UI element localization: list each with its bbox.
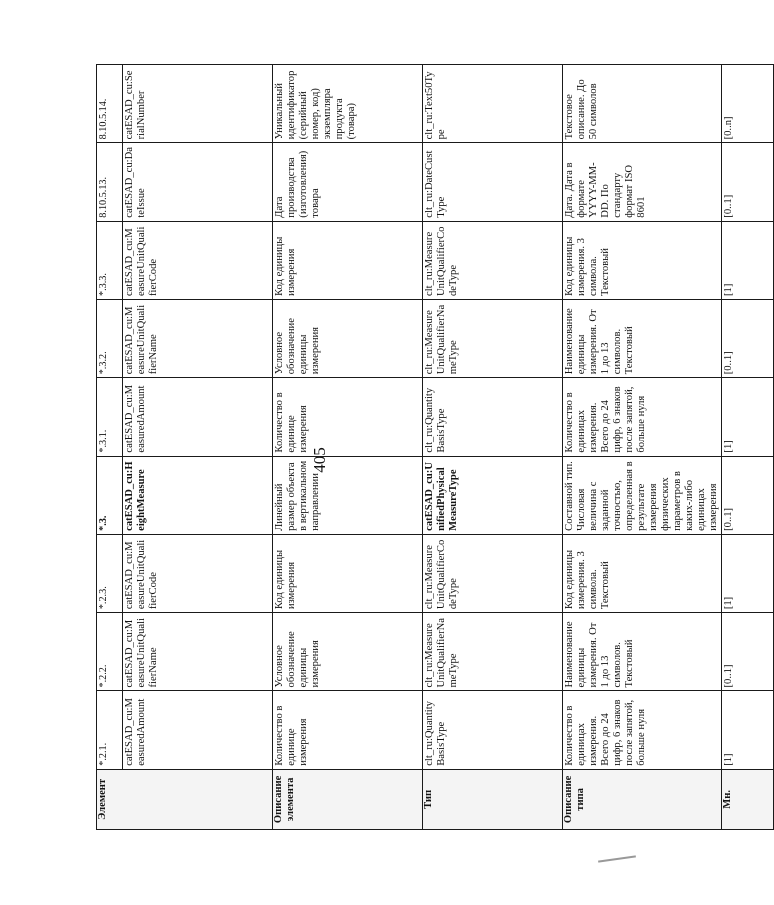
cell-mn: [0..1] xyxy=(722,613,774,691)
cell-num: 8.10.5.14. xyxy=(97,65,123,143)
cell-name: catESAD_cu:HeightMeasure xyxy=(123,456,273,534)
cell-desc: Код единицы измерения xyxy=(273,221,423,299)
cell-type-desc: Код единицы измерения. 3 символа. Текстовый xyxy=(563,534,722,612)
table-field-row xyxy=(97,65,123,830)
cell-type-desc: Текстовое описание. До 50 символов xyxy=(563,65,722,143)
table-field-row xyxy=(273,65,423,830)
cell-desc: Условное обозначение единицы измерения xyxy=(273,613,423,691)
cell-num: *.2.2. xyxy=(97,613,123,691)
cell-type-desc: Составной тип. Числовая величина с заданной точностью, определенная в результате измерения физических параметров в каких-либо единицах измерения xyxy=(563,456,722,534)
cell-num: *.3.1. xyxy=(97,378,123,456)
cell-type: catESAD_cu:UnifiedPhysicalMeasureType xyxy=(423,456,563,534)
cell-mn: [0..1] xyxy=(722,456,774,534)
table-field-row xyxy=(123,65,273,830)
cell-name: catESAD_cu:MeasureUnitQualifierName xyxy=(123,613,273,691)
cell-desc: Линейный размер объекта в вертикальном направлении xyxy=(273,456,423,534)
cell-name: catESAD_cu:MeasuredAmount xyxy=(123,378,273,456)
cell-name: catESAD_cu:MeasureUnitQualifierCode xyxy=(123,534,273,612)
cell-type: clt_ru:QuantityBasisType xyxy=(423,691,563,769)
cell-desc: Условное обозначение единицы измерения xyxy=(273,299,423,377)
cell-type-desc: Код единицы измерения. 3 символа. Текстовый xyxy=(563,221,722,299)
cell-num: 8.10.5.13. xyxy=(97,143,123,221)
cell-type-desc: Наименование единицы измерения. От 1 до 13 символов. Текстовый xyxy=(563,613,722,691)
cell-mn: [1] xyxy=(722,691,774,769)
cell-num: *.3.3. xyxy=(97,221,123,299)
cell-type: clt_ru:MeasureUnitQualifierCodeType xyxy=(423,221,563,299)
header-element-desc: Описание элемента xyxy=(273,769,423,829)
cell-name: catESAD_cu:DateIssue xyxy=(123,143,273,221)
cell-desc: Уникальный идентификатор (серийный номер, код) экземпляра продукта (товара) xyxy=(273,65,423,143)
header-mn: Мн. xyxy=(722,769,774,829)
page-number: 405 xyxy=(310,447,329,473)
table-field-row xyxy=(722,65,774,830)
cell-num: *.2.3. xyxy=(97,534,123,612)
header-type-desc: Описание типа xyxy=(563,769,722,829)
cell-mn: [1] xyxy=(722,534,774,612)
elements-table xyxy=(96,64,774,830)
cell-mn: [1] xyxy=(722,221,774,299)
cell-desc: Дата производства (изготовления) товара xyxy=(273,143,423,221)
cell-desc: Количество в единице измерения xyxy=(273,378,423,456)
cell-mn: [0..1] xyxy=(722,299,774,377)
cell-type-desc: Количество в единицах измерения. Всего до 24 цифр, 6 знаков после запятой, больше нуля xyxy=(563,691,722,769)
cell-name: catESAD_cu:SerialNumber xyxy=(123,65,273,143)
cell-desc: Код единицы измерения xyxy=(273,534,423,612)
cell-type: clt_ru:QuantityBasisType xyxy=(423,378,563,456)
cell-type: clt_ru:MeasureUnitQualifierCodeType xyxy=(423,534,563,612)
cell-mn: [0..1] xyxy=(722,143,774,221)
cell-type-desc: Наименование единицы измерения. От 1 до 13 символов. Текстовый xyxy=(563,299,722,377)
cell-mn: [0..n] xyxy=(722,65,774,143)
table-field-row xyxy=(423,65,563,830)
cell-num: *.3. xyxy=(97,456,123,534)
cell-type: clt_ru:MeasureUnitQualifierNameType xyxy=(423,613,563,691)
cell-type: clt_ru:Text50Type xyxy=(423,65,563,143)
cell-type-desc: Дата. Дата в формате YYYY-MM-DD. По стандарту формат ISO 8601 xyxy=(563,143,722,221)
header-element: Элемент xyxy=(97,769,273,829)
cell-type: clt_ru:MeasureUnitQualifierNameType xyxy=(423,299,563,377)
cell-desc: Количество в единице измерения xyxy=(273,691,423,769)
cell-num: *.2.1. xyxy=(97,691,123,769)
cell-type-desc: Количество в единицах измерения. Всего до 24 цифр, 6 знаков после запятой, больше нуля xyxy=(563,378,722,456)
scan-artifact xyxy=(598,855,636,862)
cell-name: catESAD_cu:MeasureUnitQualifierName xyxy=(123,299,273,377)
table-field-row xyxy=(563,65,722,830)
header-type: Тип xyxy=(423,769,563,829)
cell-mn: [1] xyxy=(722,378,774,456)
rotated-table-container xyxy=(96,64,734,830)
cell-num: *.3.2. xyxy=(97,299,123,377)
cell-name: catESAD_cu:MeasuredAmount xyxy=(123,691,273,769)
cell-type: clt_ru:DateCustType xyxy=(423,143,563,221)
cell-name: catESAD_cu:MeasureUnitQualifierCode xyxy=(123,221,273,299)
